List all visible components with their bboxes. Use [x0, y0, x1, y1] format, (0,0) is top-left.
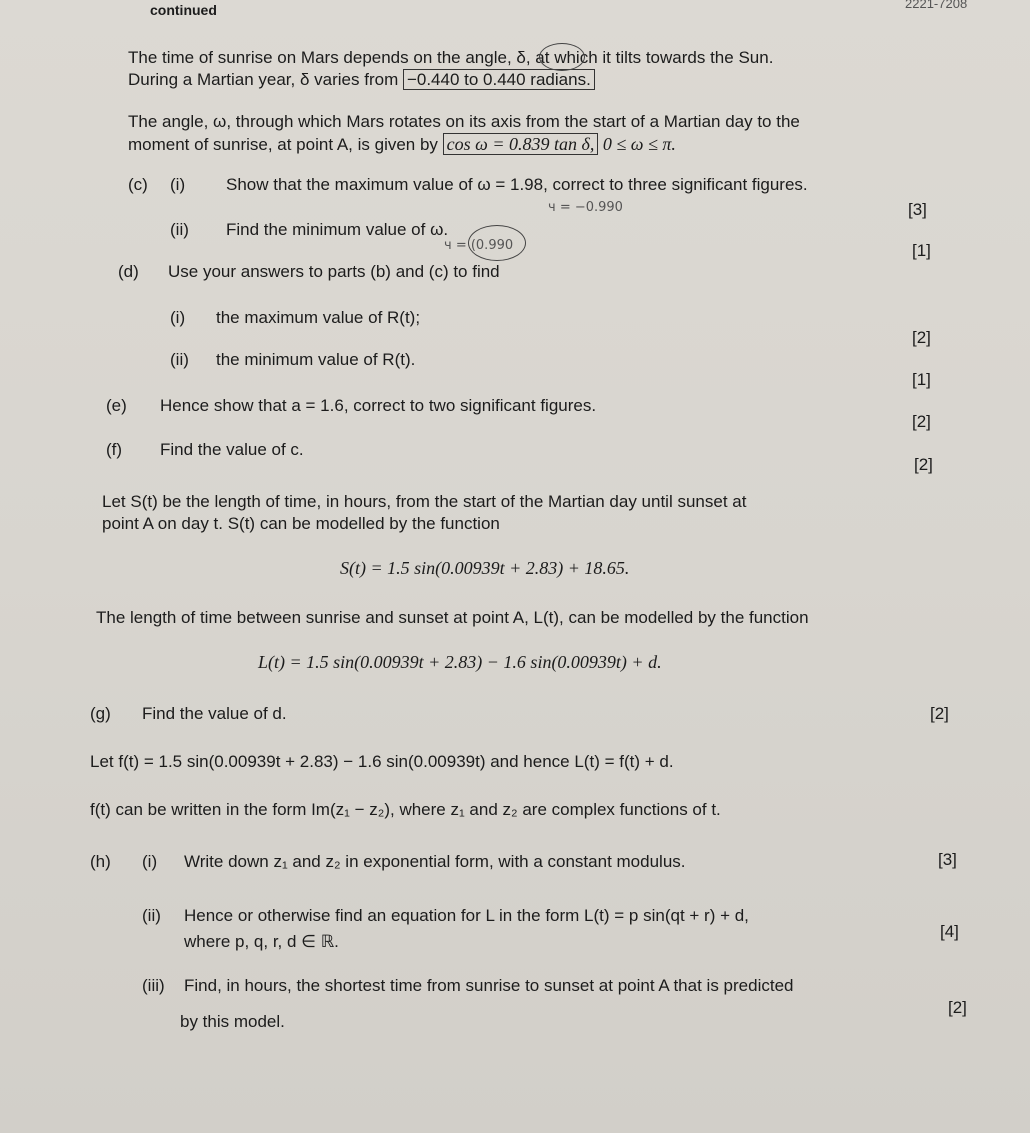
continued-label: continued — [150, 2, 217, 18]
question-d-ii: the minimum value of R(t). — [216, 350, 416, 369]
omega-domain: 0 ≤ ω ≤ π. — [598, 134, 676, 154]
label-d-i: (i) — [170, 308, 186, 327]
question-d-i: the maximum value of R(t); — [216, 308, 421, 327]
label-c-i: (i) — [170, 175, 186, 194]
marks-c-i: [3] — [908, 200, 927, 219]
label-c: (c) — [128, 175, 148, 194]
label-f: (f) — [106, 440, 123, 459]
label-d: (d) — [118, 262, 139, 281]
marks-f: [2] — [914, 455, 933, 474]
f-definition: Let f(t) = 1.5 sin(0.00939t + 2.83) − 1.6 sin(0.00939t) and hence L(t) = f(t) + d. — [90, 752, 674, 771]
handwritten-circle-delta — [539, 43, 585, 71]
label-h: (h) — [90, 852, 111, 871]
intro-line-3: The angle, ω, through which Mars rotates on its axis from the start of a Martian day to the — [128, 112, 800, 131]
daylength-line-1: The length of time between sunrise and sunset at point A, L(t), can be modelled by the function — [96, 608, 809, 627]
daylength-formula: L(t) = 1.5 sin(0.00939t + 2.83) − 1.6 sin(0.00939t) + d. — [258, 652, 662, 672]
page-code: 2221-7208 — [905, 0, 968, 11]
intro-line-2-text: During a Martian year, δ varies from — [128, 70, 403, 89]
label-h-iii: (iii) — [142, 976, 165, 995]
sunset-line-2: point A on day t. S(t) can be modelled by the function — [102, 514, 500, 533]
marks-h-ii: [4] — [940, 922, 959, 941]
question-h-i: Write down z₁ and z₂ in exponential form, with a constant modulus. — [184, 852, 686, 871]
handwritten-note-1: ч = −0.990 — [548, 200, 623, 215]
handwritten-circle-answer — [468, 225, 526, 261]
marks-c-ii: [1] — [912, 241, 931, 260]
question-d: Use your answers to parts (b) and (c) to find — [168, 262, 500, 281]
question-h-ii-line-1: Hence or otherwise find an equation for L in the form L(t) = p sin(qt + r) + d, — [184, 906, 749, 925]
marks-h-i: [3] — [938, 850, 957, 869]
marks-g: [2] — [930, 704, 949, 723]
intro-line-2 — [128, 70, 595, 90]
intro-line-1: The time of sunrise on Mars depends on the angle, δ, at which it tilts towards the Sun. — [128, 48, 774, 67]
question-h-iii-line-2: by this model. — [180, 1012, 285, 1031]
handwritten-note-2: ч = (0.990 — [444, 238, 514, 253]
marks-d-ii: [1] — [912, 370, 931, 389]
marks-h-iii: [2] — [948, 998, 967, 1017]
question-e: Hence show that a = 1.6, correct to two significant figures. — [160, 396, 597, 415]
marks-e: [2] — [912, 412, 931, 431]
imaginary-form-line: f(t) can be written in the form Im(z₁ − z₂), where z₁ and z₂ are complex functions of t. — [90, 800, 721, 819]
label-c-ii: (ii) — [170, 220, 189, 239]
delta-range-box: −0.440 to 0.440 radians. — [403, 69, 595, 90]
intro-line-4 — [128, 134, 676, 155]
question-c-i: Show that the maximum value of ω = 1.98, correct to three significant figures. — [226, 175, 808, 194]
question-h-iii-line-1: Find, in hours, the shortest time from sunrise to sunset at point A that is predicted — [184, 976, 794, 995]
intro-line-4-text: moment of sunrise, at point A, is given by — [128, 135, 443, 154]
question-h-ii-line-2: where p, q, r, d ∈ ℝ. — [184, 932, 339, 951]
label-e: (e) — [106, 396, 127, 415]
label-g: (g) — [90, 704, 111, 723]
sunset-line-1: Let S(t) be the length of time, in hours, from the start of the Martian day until sunset at — [102, 492, 747, 511]
marks-d-i: [2] — [912, 328, 931, 347]
question-g: Find the value of d. — [142, 704, 287, 723]
label-h-i: (i) — [142, 852, 158, 871]
question-c-ii: Find the minimum value of ω. — [226, 220, 449, 239]
question-f: Find the value of c. — [160, 440, 304, 459]
label-d-ii: (ii) — [170, 350, 189, 369]
cos-omega-box: cos ω = 0.839 tan δ, — [443, 133, 599, 155]
sunset-formula: S(t) = 1.5 sin(0.00939t + 2.83) + 18.65. — [340, 558, 630, 578]
label-h-ii: (ii) — [142, 906, 161, 925]
